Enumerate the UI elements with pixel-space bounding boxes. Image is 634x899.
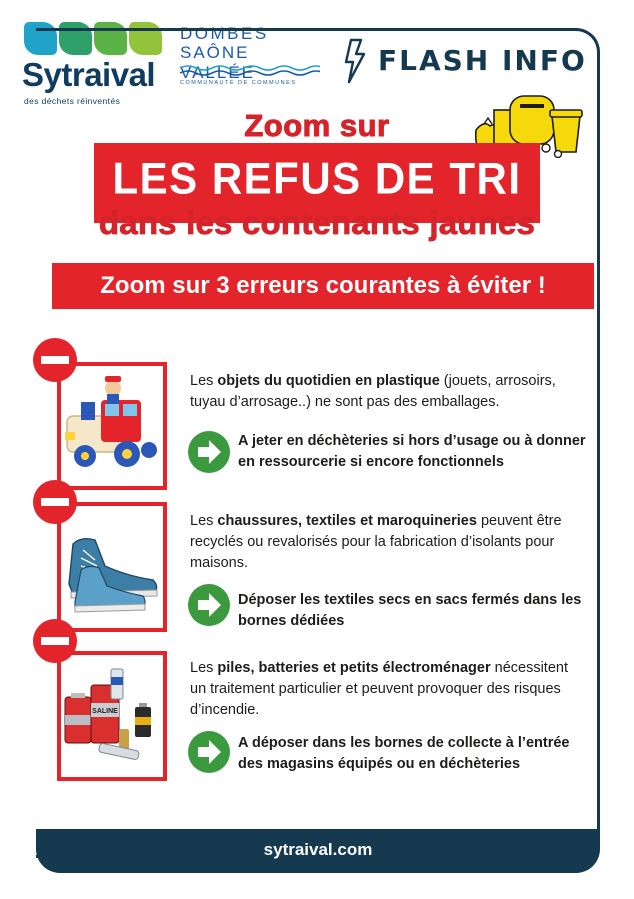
toy-train-icon <box>61 366 163 486</box>
headline-contenants-jaunes: dans les contenants jaunes <box>98 204 536 241</box>
item-1-image-frame <box>57 362 167 490</box>
sytraival-logo-name: Sytraival <box>22 56 156 93</box>
no-entry-icon <box>33 338 77 382</box>
flash-info-header <box>340 36 598 88</box>
item-3-description: Les piles, batteries et petits électroménager nécessitent un traitement particulier et peuvent provoquer des risques d’incendie. <box>190 660 568 718</box>
green-arrow-icon <box>188 731 230 773</box>
green-arrow-icon <box>188 584 230 626</box>
no-entry-icon <box>33 480 77 524</box>
lightning-bolt-icon <box>342 38 370 84</box>
dombes-logo-line3: COMMUNAUTÉ DE COMMUNES <box>180 80 297 86</box>
svg-text:SALINE: SALINE <box>92 708 118 715</box>
headline-refus-de-tri: LES REFUS DE TRI <box>112 153 522 204</box>
sytraival-logo-tagline: des déchets réinventés <box>24 96 121 106</box>
dombes-logo-line2: SAÔNE VALLÉE <box>180 43 256 82</box>
green-arrow-icon <box>188 431 230 473</box>
item-2-description: Les chaussures, textiles et maroquineries peuvent être recyclés ou revalorisés pour la fabrication d’isolants pour maisons. <box>190 513 562 571</box>
footer-website-link[interactable]: sytraival.com <box>263 840 373 859</box>
sneaker-icon <box>61 506 163 628</box>
dombes-logo-line1: DOMBES <box>180 24 269 43</box>
flash-info-label: FLASH INFO <box>378 44 587 77</box>
batteries-icon <box>61 655 163 777</box>
subtitle-text: Zoom sur 3 erreurs courantes à éviter ! <box>100 272 546 299</box>
no-entry-icon <box>33 619 77 663</box>
item-1-action: A jeter en déchèteries si hors d’usage ou à donner en ressourcerie si encore fonctionnels <box>238 433 586 470</box>
item-1-description: Les objets du quotidien en plastique (jouets, arrosoirs, tuyau d’arrosage..) ne sont pas des emballages. <box>190 373 556 410</box>
item-2-image-frame <box>57 502 167 632</box>
headline-zoom-sur: Zoom sur <box>244 108 390 143</box>
item-3-action: A déposer dans les bornes de collecte à l’entrée des magasins équipés ou en déchèteries <box>238 735 570 772</box>
item-3-image-frame <box>57 651 167 781</box>
item-2-action: Déposer les textiles secs en sacs fermés dans les bornes dédiées <box>238 592 582 629</box>
